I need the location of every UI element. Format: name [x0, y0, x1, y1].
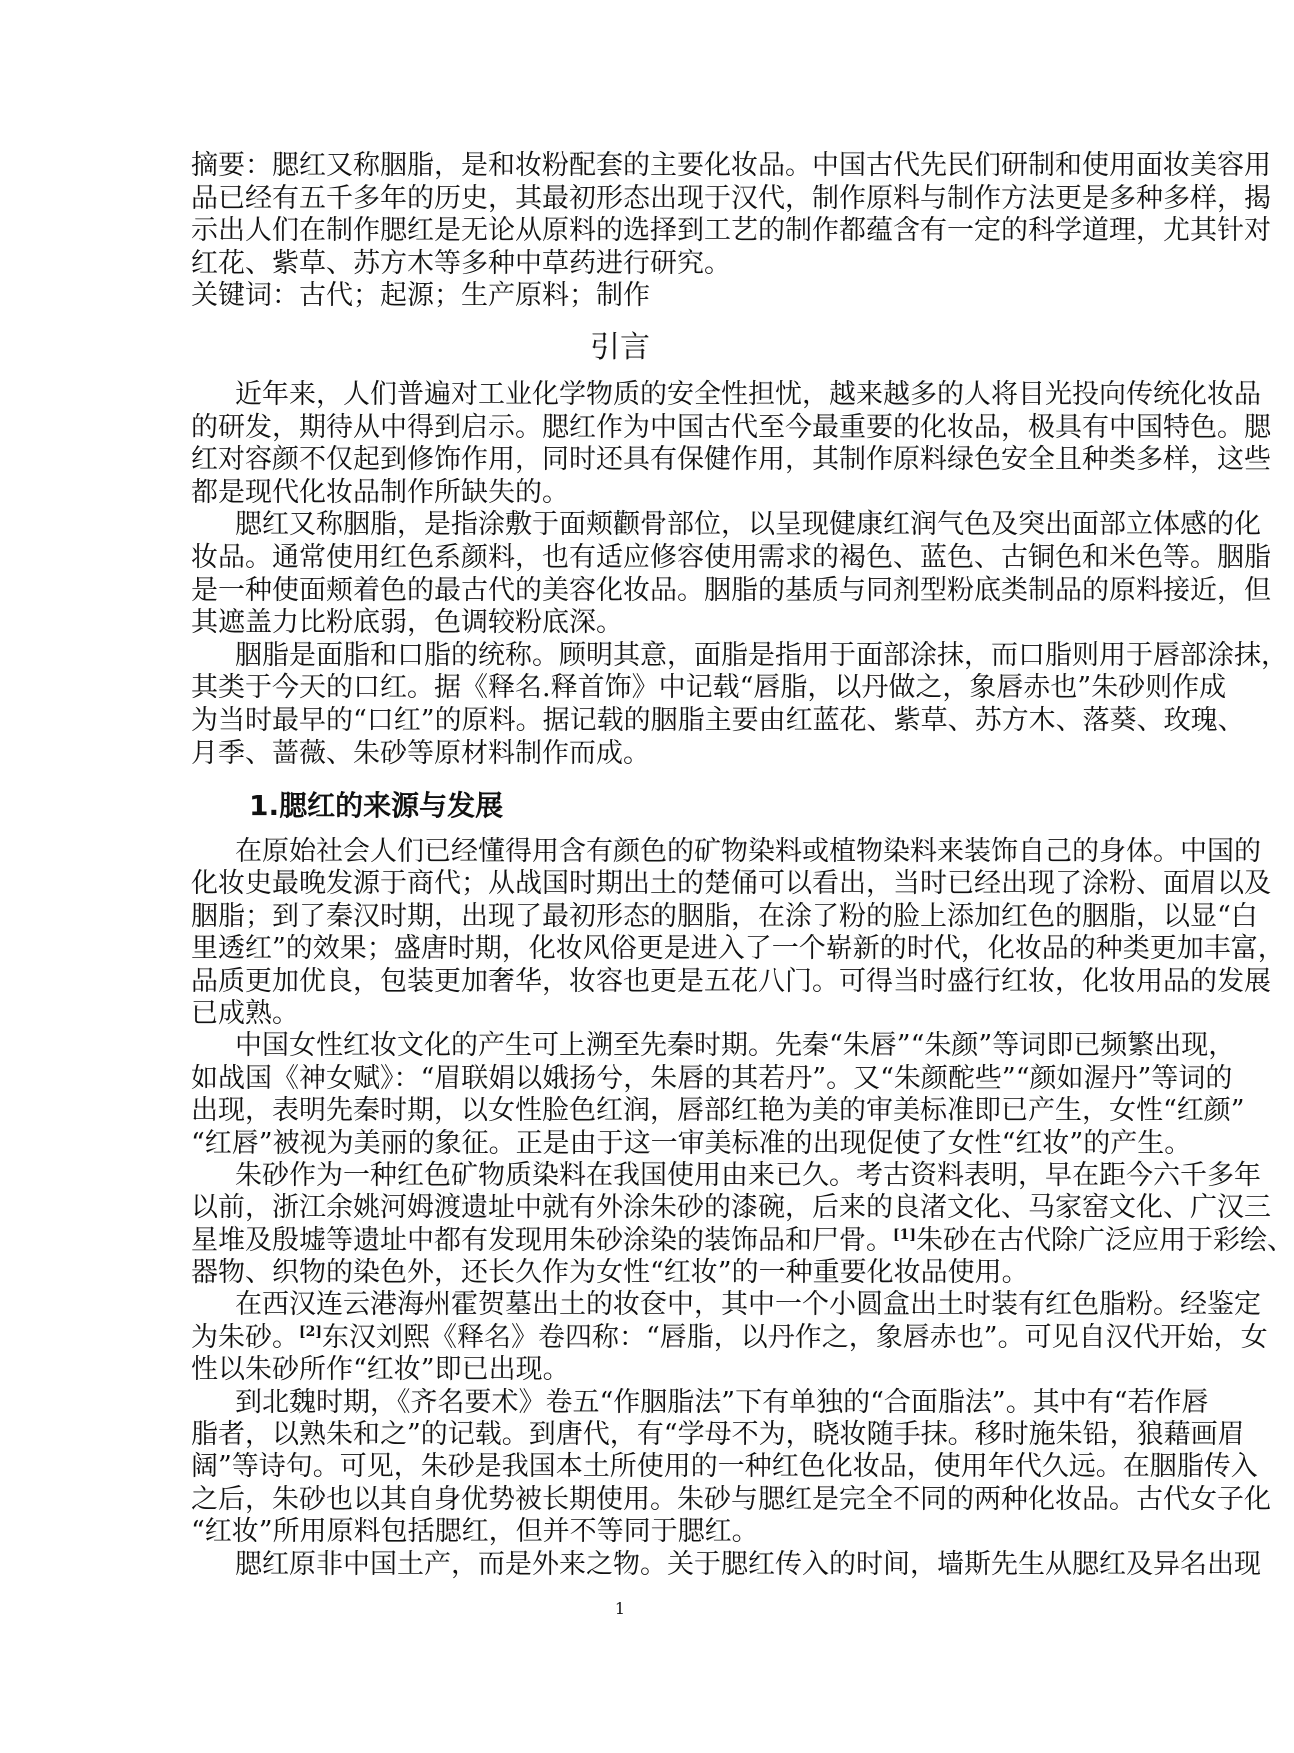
text-line: 脂者，以熟朱和之”的记载。到唐代，有“学母不为，晓妆随手抹。移时施朱铅，狼藉画眉 [191, 1419, 1245, 1451]
text-line: 以前，浙江余姚河姆渡遗址中就有外涂朱砂的漆碗，后来的良渚文化、马家窑文化、广汉三 [191, 1192, 1271, 1224]
text-line: 妆品。通常使用红色系颜料，也有适应修容使用需求的褐色、蓝色、古铜色和米色等。胭脂 [191, 541, 1271, 573]
text-line: 里透红”的效果；盛唐时期，化妆风俗更是进入了一个崭新的时代，化妆品的种类更加丰富， [191, 933, 1285, 965]
text-line: 已成熟。 [191, 997, 299, 1029]
text-line: 出现，表明先秦时期，以女性脸色红润，唇部红艳为美的审美标准即已产生，女性“红颜” [191, 1095, 1245, 1127]
text-line: 红花、紫草、苏方木等多种中草药进行研究。 [191, 247, 731, 279]
text-line: 为当时最早的“口红”的原料。据记载的胭脂主要由红蓝花、紫草、苏方木、落葵、玫瑰、 [191, 704, 1245, 736]
text-line: 品已经有五千多年的历史，其最初形态出现于汉代，制作原料与制作方法更是多种多样，揭 [191, 182, 1271, 214]
text-line: 的研发，期待从中得到启示。腮红作为中国古代至今最重要的化妆品，极具有中国特色。腮 [191, 411, 1271, 443]
text-line [191, 1321, 1268, 1354]
intro-section [191, 379, 1288, 770]
text-line: “红唇”被视为美丽的象征。正是由于这一审美标准的出现促使了女性“红妆”的产生。 [191, 1127, 1192, 1159]
text-line: 之后，朱砂也以其自身优势被长期使用。朱砂与腮红是完全不同的两种化妆品。古代女子化 [191, 1483, 1271, 1515]
text-segment: 为朱砂。 [191, 1321, 299, 1353]
text-line: 摘要：腮红又称胭脂，是和妆粉配套的主要化妆品。中国古代先民们研制和使用面妆美容用 [191, 150, 1271, 181]
text-line: 中国女性红妆文化的产生可上溯至先秦时期。先秦“朱唇”“朱颜”等词即已频繁出现， [235, 1030, 1236, 1062]
paragraph [191, 509, 1271, 639]
paragraph [191, 1289, 1268, 1386]
paragraph [191, 1386, 1271, 1549]
paragraph [191, 1548, 1261, 1581]
paragraph [191, 379, 1271, 509]
text-segment: 朱砂在古代除广泛应用于彩绘、 [916, 1224, 1294, 1256]
paragraph [191, 836, 1285, 1030]
keywords-line: 关键词：古代；起源；生产原料；制作 [191, 280, 650, 311]
abstract [191, 150, 1271, 280]
paragraph [191, 1159, 1294, 1290]
text-line: 在西汉连云港海州霍贺墓出土的妆奁中，其中一个小圆盒出土时装有红色脂粉。经鉴定 [235, 1289, 1261, 1321]
body-section [191, 836, 1294, 1581]
text-line: 器物、织物的染色外，还长久作为女性“红妆”的一种重要化妆品使用。 [191, 1257, 1029, 1289]
text-line: 红对容颜不仅起到修饰作用，同时还具有保健作用，其制作原料绿色安全且种类多样，这些 [191, 444, 1271, 476]
text-line: 腮红原非中国土产，而是外来之物。关于腮红传入的时间，墙斯先生从腮红及异名出现 [235, 1548, 1261, 1580]
text-segment: 东汉刘熙《释名》卷四称：“唇脂，以丹作之，象唇赤也”。可见自汉代开始，女 [322, 1321, 1268, 1353]
text-line: 示出人们在制作腮红是无论从原料的选择到工艺的制作都蕴含有一定的科学道理，尤其针对 [191, 215, 1271, 246]
text-line: 品质更加优良，包装更加奢华，妆容也更是五花八门。可得当时盛行红妆，化妆用品的发展 [191, 965, 1271, 997]
text-line: 腮红又称胭脂，是指涂敷于面颊颧骨部位，以呈现健康红润气色及突出面部立体感的化 [235, 509, 1261, 541]
text-line: 在原始社会人们已经懂得用含有颜色的矿物染料或植物染料来装饰自己的身体。中国的 [235, 836, 1261, 867]
text-line: 性以朱砂所作“红妆”即已出现。 [191, 1354, 570, 1386]
section-heading: 1.腮红的来源与发展 [249, 789, 504, 822]
citation-ref[interactable]: [2] [299, 1323, 322, 1340]
intro-title: 引言 [590, 330, 650, 365]
text-line: 月季、蔷薇、朱砂等原材料制作而成。 [191, 737, 650, 769]
page-number: 1 [614, 1599, 626, 1618]
text-line: 胭脂；到了秦汉时期，出现了最初形态的胭脂，在涂了粉的脸上添加红色的胭脂，以显“白 [191, 900, 1258, 932]
text-line: 近年来，人们普遍对工业化学物质的安全性担忧，越来越多的人将目光投向传统化妆品 [235, 379, 1261, 410]
text-line: 其遮盖力比粉底弱，色调较粉底深。 [191, 607, 623, 639]
text-line: 朱砂作为一种红色矿物质染料在我国使用由来已久。考古资料表明，早在距今六千多年 [235, 1159, 1261, 1191]
text-line: 如战国《神女赋》：“眉联娟以娥扬兮，朱唇的其若丹”。又“朱颜酡些”“颜如渥丹”等词的 [191, 1062, 1233, 1094]
text-line: 都是现代化妆品制作所缺失的。 [191, 476, 569, 508]
text-segment: 星堆及殷墟等遗址中都有发现用朱砂涂染的装饰品和尸骨。 [191, 1224, 893, 1256]
paragraph [191, 1030, 1245, 1160]
paragraph [191, 639, 1288, 770]
text-line: 到北魏时期，《齐名要术》卷五“作胭脂法”下有单独的“合面脂法”。其中有“若作唇 [235, 1386, 1209, 1418]
text-line [191, 1224, 1294, 1257]
text-line: 是一种使面颊着色的最古代的美容化妆品。胭脂的基质与同剂型粉底类制品的原料接近，但 [191, 574, 1271, 606]
keywords [191, 280, 1059, 313]
text-line: 其类于今天的口红。据《释名.释首饰》中记载“唇脂，以丹做之，象唇赤也”朱砂则作成 [191, 672, 1227, 704]
text-line: 阔”等诗句。可见，朱砂是我国本土所使用的一种红色化妆品，使用年代久远。在胭脂传入 [191, 1451, 1258, 1483]
text-line: 化妆史最晚发源于商代；从战国时期出土的楚俑可以看出，当时已经出现了涂粉、面眉以及 [191, 868, 1271, 900]
text-line: “红妆”所用原料包括腮红，但并不等同于腮红。 [191, 1516, 759, 1548]
text-line: 胭脂是面脂和口脂的统称。顾明其意，面脂是指用于面部涂抹，而口脂则用于唇部涂抹， [235, 639, 1288, 671]
citation-ref[interactable]: [1] [893, 1226, 916, 1243]
